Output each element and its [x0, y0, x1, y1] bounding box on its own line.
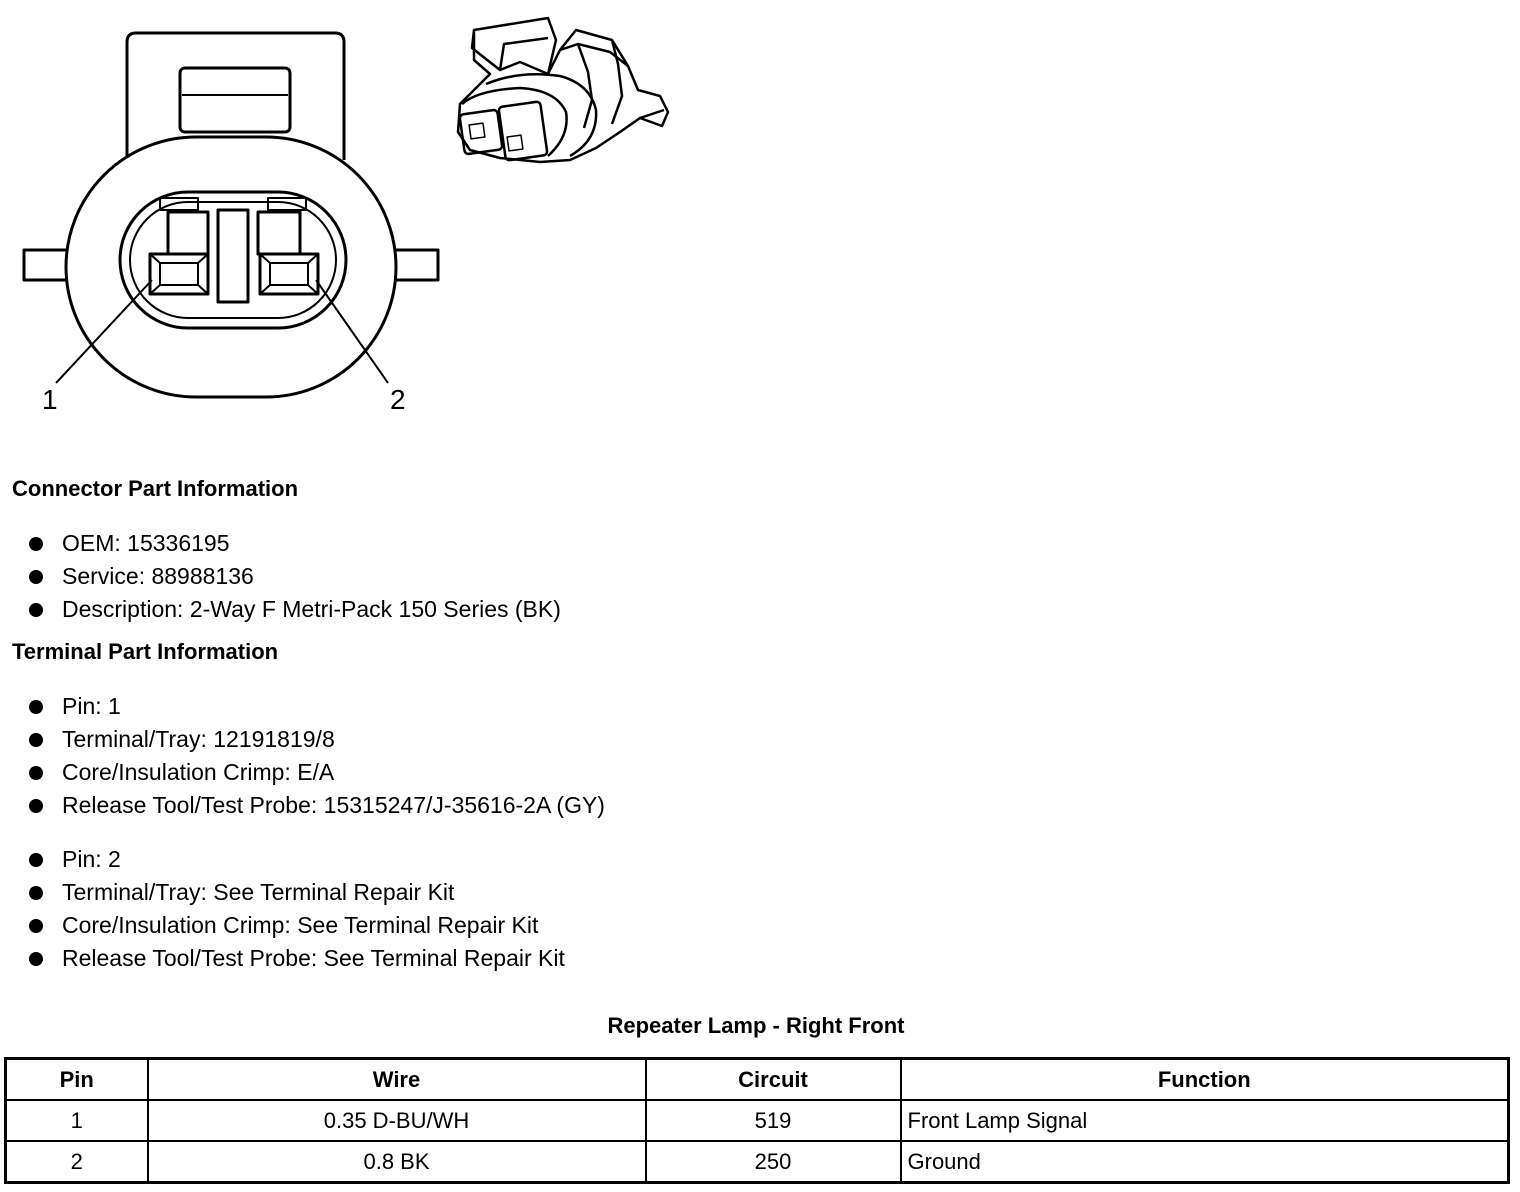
pin-label-1: 1	[42, 384, 58, 415]
list-item: Pin: 2	[26, 843, 565, 876]
bullet-icon	[29, 886, 43, 900]
connector-diagram	[0, 0, 700, 430]
bullet-icon	[29, 570, 43, 584]
column-header-function: Function	[901, 1059, 1509, 1101]
bullet-icon	[29, 952, 43, 966]
side-tab-right	[392, 250, 438, 280]
table-row	[6, 1100, 1509, 1141]
bullet-icon	[29, 700, 43, 714]
cell-function: Front Lamp Signal	[901, 1100, 1509, 1141]
side-tab-left	[24, 250, 70, 280]
table-header-row	[6, 1059, 1509, 1101]
cell-pin: 2	[6, 1141, 148, 1183]
list-item: OEM: 15336195	[26, 527, 561, 560]
cell-circuit: 519	[646, 1100, 901, 1141]
list-item: Core/Insulation Crimp: See Terminal Repair Kit	[26, 909, 565, 942]
bullet-icon	[29, 733, 43, 747]
terminal-info-pin2-list	[26, 843, 565, 975]
cell-circuit: 250	[646, 1141, 901, 1183]
connector-info-list	[26, 527, 561, 626]
cell-wire: 0.35 D-BU/WH	[148, 1100, 646, 1141]
pin-label-2: 2	[390, 384, 406, 415]
list-item: Terminal/Tray: See Terminal Repair Kit	[26, 876, 565, 909]
list-item: Pin: 1	[26, 690, 605, 723]
list-item: Release Tool/Test Probe: 15315247/J-35616-2A (GY)	[26, 789, 605, 822]
bullet-icon	[29, 603, 43, 617]
terminal-info-title: Terminal Part Information	[12, 639, 279, 664]
terminal-info-pin1-list	[26, 690, 605, 822]
cell-wire: 0.8 BK	[148, 1141, 646, 1183]
bullet-icon	[29, 919, 43, 933]
bullet-icon	[29, 853, 43, 867]
connector-info-title: Connector Part Information	[12, 476, 299, 501]
column-header-circuit: Circuit	[646, 1059, 901, 1101]
connector-isometric-view	[458, 18, 668, 162]
list-item: Description: 2-Way F Metri-Pack 150 Series (BK)	[26, 593, 561, 626]
bullet-icon	[29, 766, 43, 780]
pin-table	[4, 1057, 1510, 1184]
pin-table-title: Repeater Lamp - Right Front	[607, 1013, 905, 1038]
list-item: Core/Insulation Crimp: E/A	[26, 756, 605, 789]
list-item: Service: 88988136	[26, 560, 561, 593]
cell-pin: 1	[6, 1100, 148, 1141]
center-key	[218, 210, 248, 302]
column-header-wire: Wire	[148, 1059, 646, 1101]
cell-function: Ground	[901, 1141, 1509, 1183]
list-item: Release Tool/Test Probe: See Terminal Repair Kit	[26, 942, 565, 975]
list-item: Terminal/Tray: 12191819/8	[26, 723, 605, 756]
bullet-icon	[29, 537, 43, 551]
bullet-icon	[29, 799, 43, 813]
table-row	[6, 1141, 1509, 1183]
column-header-pin: Pin	[6, 1059, 148, 1101]
